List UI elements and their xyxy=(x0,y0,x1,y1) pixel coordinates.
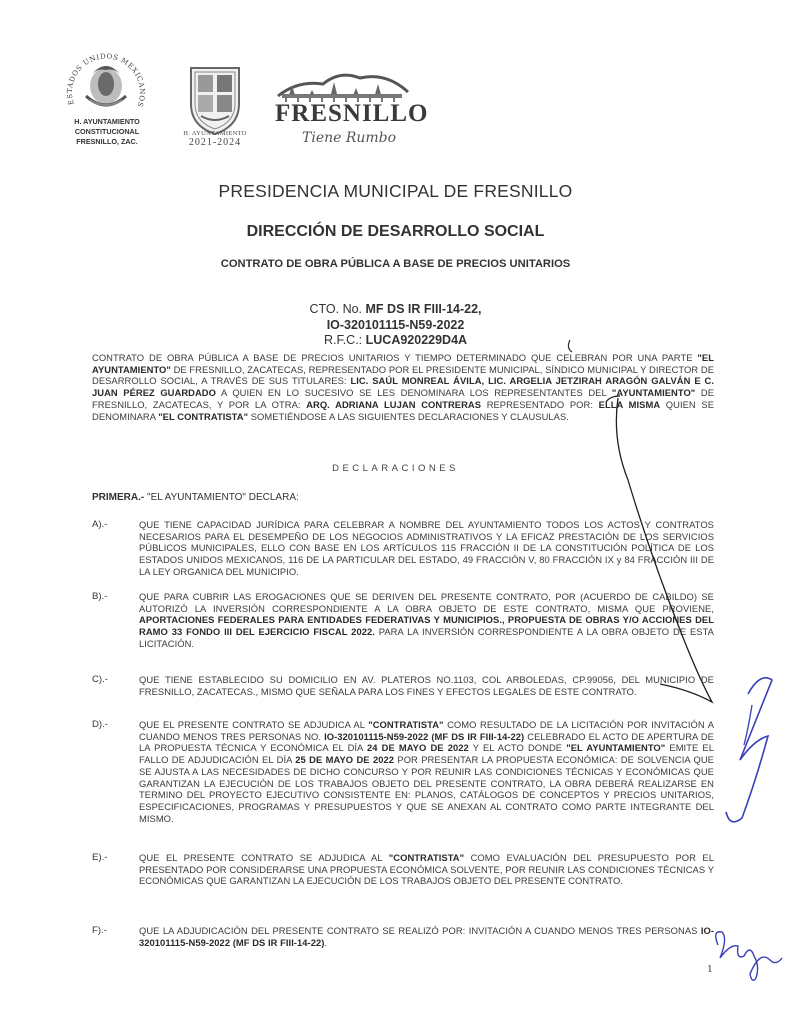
item-letter: E).- xyxy=(92,852,108,863)
contract-intro-paragraph xyxy=(92,352,714,422)
item-letter: B).- xyxy=(92,591,108,602)
item-text: POR PRESENTAR LA PROPUESTA ECONÓMICA: DE SOLVENCIA QUE SE AJUSTA A LAS NECESIDADES DE DICHO CONCURSO Y POR REUNIR LAS CONDICIONES TÉCNICAS Y ECONÓMICAS QUE GARANTIZAN LA EJECUCIÓN DE LOS TRABAJOS OBJETO DEL PRESENTE CONTRATO, LA OBRA DEBERÁ REALIZARSE EN TERMINO DEL PROYECTO EJECUTIVO CONSISTENTE EN: PLANOS, CATÁLOGOS DE CONCEPTOS Y PRECIOS UNITARIOS, ESPECIFICACIONES, PROGRAMAS Y PRESUPUESTOS Y QUE SE ANEXAN AL CONTRATO COMO PARTE INTEGRANTE DEL MISMO. xyxy=(139,754,714,824)
item-bold: 25 DE MAYO DE 2022 xyxy=(295,754,395,766)
crest-caption-line2: 2021-2024 xyxy=(188,137,242,148)
intro-text: DE FRESNILLO, ZACATECAS, REPRESENTADO POR EL PRESIDENTE MUNICIPAL, SÍNDICO MUNICIPAL Y DIRECTOR DE DESARROLLO SOCIAL, A TRAVÉS DE SUS TITULARES: xyxy=(92,363,714,387)
item-bold: "CONTRATISTA" xyxy=(388,852,465,863)
primera-text: "EL AYUNTAMIENTO" DECLARA: xyxy=(144,492,299,503)
cto-label: CTO. No. xyxy=(309,302,363,316)
item-letter: F).- xyxy=(92,925,107,936)
io-line xyxy=(0,318,791,334)
intro-bold: "EL CONTRATISTA" xyxy=(158,410,249,422)
contract-type-title: CONTRATO DE OBRA PÚBLICA A BASE DE PRECIOS UNITARIOS xyxy=(220,258,571,270)
page-number: 1 xyxy=(707,963,713,975)
blue-ink-signature xyxy=(744,705,752,745)
intro-bold: ELLA MISMA xyxy=(598,398,661,410)
rfc-label: R.F.C.: xyxy=(323,333,363,347)
item-letter: A).- xyxy=(92,519,108,530)
item-text: QUE EL PRESENTE CONTRATO SE ADJUDICA AL xyxy=(139,852,389,863)
intro-text: CONTRATO DE OBRA PÚBLICA A BASE DE PRECIOS UNITARIOS Y TIEMPO DETERMINADO QUE CELEBRAN POR UNA PARTE xyxy=(92,352,698,363)
primera-label: PRIMERA.- xyxy=(92,492,145,503)
initials-signature xyxy=(716,932,782,980)
item-bold: IO-320101115-N59-2022 (MF DS IR FIII-14-22) xyxy=(139,925,714,948)
seal-caption-line: CONSTITUCIONAL xyxy=(74,127,140,136)
item-b-paragraph xyxy=(139,591,714,650)
contract-identifiers xyxy=(0,302,791,349)
seal-arc-text: ESTADOS UNIDOS MEXICANOS xyxy=(65,52,147,109)
item-d-paragraph xyxy=(139,719,714,824)
direccion-title: DIRECCIÓN DE DESARROLLO SOCIAL xyxy=(246,223,545,240)
blue-ink-signature xyxy=(726,678,772,822)
rfc-value: LUCA920229D4A xyxy=(365,333,468,347)
crest-caption-line1: H. AYUNTAMIENTO xyxy=(183,130,247,137)
item-text: COMO EVALUACIÓN DEL PRESUPUESTO POR EL PRESENTADO POR CONSIDERARSE UNA PROPUESTA ECONÓMICA SOLVENTE, POR REUNIR LAS CONDICIONES TÉCNICAS Y ECONÓMICAS QUE GARANTIZAN LA EJECUCIÓN DE LOS TRABAJOS OBJETO DEL PRESENTE CONTRATO. xyxy=(139,852,714,887)
seal-caption xyxy=(52,117,162,147)
item-text: COMO RESULTADO DE LA LICITACIÓN POR INVITACIÓN A CUANDO MENOS TRES PERSONAS NO. xyxy=(139,719,714,742)
intro-bold: "EL AYUNTAMIENTO" xyxy=(92,352,714,375)
seal-caption-line: FRESNILLO, ZAC. xyxy=(76,137,138,146)
item-e-paragraph xyxy=(139,852,714,887)
item-a-paragraph xyxy=(139,519,714,578)
item-text: QUE PARA CUBRIR LAS EROGACIONES QUE SE DERIVEN DEL PRESENTE CONTRATO, POR (ACUERDO DE CABILDO) SE AUTORIZÓ LA INVERSIÓN CORRESPONDIENTE A LA OBRA OBJETO DE ESTE CONTRATO, MISMA QUE PROVIENE, xyxy=(139,591,714,614)
item-text: QUE TIENE ESTABLECIDO SU DOMICILIO EN AV. PLATEROS NO.1103, COL ARBOLEDAS, CP.99056, DEL MUNICIPIO DE FRESNILLO, ZACATECAS., MISMO QUE SEÑALA PARA LOS FINES Y EFECTOS LEGALES DE ESTE CONTRATO. xyxy=(139,674,714,697)
item-f-paragraph xyxy=(139,925,714,948)
item-text: CELEBRADO EL ACTO DE APERTURA DE LA PROPUESTA TÉCNICA Y ECONÓMICA EL DÍA xyxy=(139,730,714,754)
declaraciones-heading: DECLARACIONES xyxy=(332,463,459,474)
intro-text: QUIEN SE DENOMINARA xyxy=(92,398,715,422)
mexican-coat-of-arms-seal xyxy=(62,44,150,124)
intro-bold: "AYUNTAMIENTO" xyxy=(611,387,696,399)
item-c-paragraph xyxy=(139,674,714,697)
primera-heading xyxy=(92,492,299,503)
item-text: QUE TIENE CAPACIDAD JURÍDICA PARA CELEBRAR A NOMBRE DEL AYUNTAMIENTO TODOS LOS ACTOS Y CONTRATOS NECESARIOS PARA EL DESEMPEÑO DE LOS NEGOCIOS ADMINISTRATIVOS Y LA EFICAZ PRESTACIÓN DE LOS SERVICIOS PÚBLICOS MUNICIPALES, ELLO CON BASE EN LOS ARTÍCULOS 115 FRACCIÓN II DE LA CONSTITUCIÓN POLÍTICA DE LOS ESTADOS UNIDOS MEXICANOS, 116 DE LA PARTICULAR DEL ESTADO, 49 FRACCIÓN V, 80 FRACCIÓN IX y 84 FRACCIÓN III DE LA LEY ORGANICA DEL MUNICIPIO. xyxy=(139,519,714,577)
item-bold: "CONTRATISTA" xyxy=(368,719,444,730)
seal-caption-line: H. AYUNTAMIENTO xyxy=(74,117,140,126)
item-bold: IO-320101115-N59-2022 (MF DS IR FIII-14-22) xyxy=(324,730,525,742)
item-text: . xyxy=(324,936,328,948)
item-text: EMITE EL FALLO DE ADJUDICACIÓN EL DÍA xyxy=(139,742,714,766)
item-text: QUE EL PRESENTE CONTRATO SE ADJUDICA AL xyxy=(139,719,369,730)
intro-text: A QUIEN EN LO SUCESIVO SE LES DENOMINARA LOS REPRESENTANTES DEL xyxy=(215,387,612,399)
item-text: PARA LA INVERSIÓN CORRESPONDIENTE A LA OBRA OBJETO DE ESTA LICITACIÓN. xyxy=(139,626,714,649)
logo-wordmark: FRESNILLO xyxy=(275,100,429,127)
rfc-line xyxy=(0,333,791,349)
logo-tagline: Tiene Rumbo xyxy=(302,130,397,146)
item-bold: 24 DE MAYO DE 2022 xyxy=(366,742,469,754)
item-letter: C).- xyxy=(92,674,108,685)
intro-text: REPRESENTADO POR: xyxy=(481,398,599,410)
item-letter: D).- xyxy=(92,719,108,730)
intro-bold: LIC. SAÚL MONREAL ÁVILA, LIC. ARGELIA JETZIRAH ARAGÓN GALVÁN E C. JUAN PÉREZ GUARDADO xyxy=(92,375,715,399)
municipal-crest xyxy=(183,64,247,136)
item-bold: APORTACIONES FEDERALES PARA ENTIDADES FEDERATIVAS Y MUNICIPIOS., PROPUESTA DE OBRAS Y/O ACCIONES DEL RAMO 33 FONDO III DEL EJERCICIO FISCAL 2022. xyxy=(139,614,714,638)
intro-bold: ARQ. ADRIANA LUJAN CONTRERAS xyxy=(306,398,482,410)
item-bold: "EL AYUNTAMIENTO" xyxy=(566,742,666,754)
item-text: QUE LA ADJUDICACIÓN DEL PRESENTE CONTRATO SE REALIZÓ POR: INVITACIÓN A CUANDO MENOS TRES PERSONAS xyxy=(139,925,701,936)
presidencia-title: PRESIDENCIA MUNICIPAL DE FRESNILLO xyxy=(218,181,573,201)
io-number: IO-320101115-N59-2022 xyxy=(326,317,465,332)
intro-text: DE FRESNILLO, ZACATECAS, Y POR LA OTRA: xyxy=(92,387,714,410)
intro-text: SOMETIÉNDOSE A LAS SIGUIENTES DECLARACIONES Y CLAUSULAS. xyxy=(248,410,569,422)
document-header xyxy=(0,0,791,165)
crest-caption xyxy=(170,130,260,148)
cto-line xyxy=(0,302,791,318)
item-text: Y EL ACTO DONDE xyxy=(468,742,567,754)
cto-number: MF DS IR FIII-14-22, xyxy=(365,302,482,316)
